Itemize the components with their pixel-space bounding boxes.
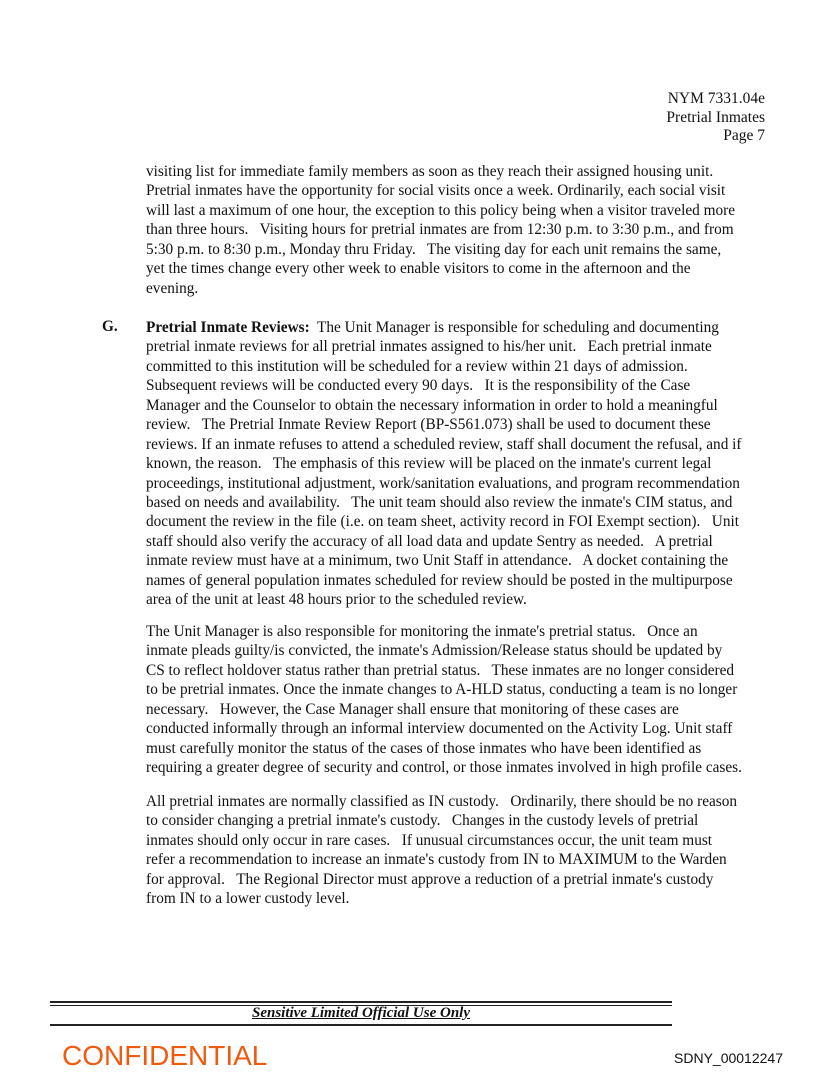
text-line: Manager and the Counselor to obtain the necessary information in order to hold a meaningful — [146, 396, 718, 414]
text-line: committed to this institution will be scheduled for a review within 21 days of admission. — [146, 357, 688, 375]
footer-rule-bottom — [50, 1024, 672, 1026]
text-line: for approval. The Regional Director must approve a reduction of a pretrial inmate's custody — [146, 870, 714, 888]
text-line: area of the unit at least 48 hours prior to the scheduled review. — [146, 591, 527, 609]
text-line: to consider changing a pretrial inmate's custody. Changes in the custody levels of pretrial — [146, 812, 699, 830]
page-header — [666, 90, 765, 146]
text-line: All pretrial inmates are normally classified as IN custody. Ordinarily, there should be no reason — [146, 793, 738, 810]
bates-number: SDNY_00012247 — [674, 1050, 783, 1066]
text-line: reviews. If an inmate refuses to attend a scheduled review, staff shall document the refusal, and if — [146, 435, 742, 453]
text-line: staff should also verify the accuracy of all load data and update Sentry as needed. A pretrial — [146, 532, 713, 550]
text-line: The Unit Manager is responsible for scheduling and documenting — [309, 319, 719, 336]
paragraph-visiting — [146, 162, 735, 298]
text-line: inmates should only occur in rare cases. If unusual circumstances occur, the unit team must — [146, 831, 713, 849]
text-line: evening. — [146, 279, 199, 297]
paragraph-custody — [146, 792, 737, 909]
text-line: yet the times change every other week to enable visitors to come in the afternoon and the — [146, 260, 691, 278]
text-line: document the review in the file (i.e. on team sheet, activity record in FOI Exempt section). Unit — [146, 513, 740, 531]
classification-label: Sensitive Limited Official Use Only — [251, 1005, 471, 1021]
text-line: must carefully monitor the status of the cases of those inmates who have been identified as — [146, 739, 702, 757]
text-line: CS to reflect holdover status rather than pretrial status. These inmates are no longer considered — [146, 661, 735, 679]
page-number: Page 7 — [723, 127, 765, 144]
paragraph-pretrial-status — [146, 622, 742, 778]
text-line: visiting list for immediate family members as soon as they reach their assigned housing unit. — [146, 163, 714, 180]
text-line: Pretrial inmates have the opportunity for social visits once a week. Ordinarily, each social visit — [146, 182, 726, 200]
text-line: conducted informally through an informal interview documented on the Activity Log. Unit staff — [146, 720, 733, 738]
text-line: known, the reason. The emphasis of this review will be placed on the inmate's current legal — [146, 455, 712, 473]
paragraph-pretrial-reviews — [146, 318, 742, 610]
text-line: Subsequent reviews will be conducted every 90 days. It is the responsibility of the Case — [146, 377, 691, 395]
doc-title: Pretrial Inmates — [666, 108, 765, 126]
text-line: from IN to a lower custody level. — [146, 890, 350, 908]
confidential-stamp: CONFIDENTIAL — [62, 1040, 268, 1071]
text-line: refer a recommendation to increase an inmate's custody from IN to MAXIMUM to the Warden — [146, 851, 727, 869]
text-line: inmate review must have at a minimum, two Unit Staff in attendance. A docket containing the — [146, 552, 729, 570]
text-line: requiring a greater degree of security and control, or those inmates involved in high profile cases. — [146, 759, 742, 777]
text-line: necessary. However, the Case Manager shall ensure that monitoring of these cases are — [146, 700, 679, 718]
text-line: 5:30 p.m. to 8:30 p.m., Monday thru Friday. The visiting day for each unit remains the same, — [146, 240, 722, 258]
text-line: pretrial inmate reviews for all pretrial inmates assigned to his/her unit. Each pretrial inmate — [146, 338, 712, 356]
text-line: inmate pleads guilty/is convicted, the inmate's Admission/Release status should be updated by — [146, 642, 723, 660]
text-line: based on needs and availability. The unit team should also review the inmate's CIM status, and — [146, 493, 733, 511]
text-line: proceedings, institutional adjustment, work/sanitation evaluations, and program recommendation — [146, 474, 740, 492]
text-line: The Unit Manager is also responsible for monitoring the inmate's pretrial status. Once an — [146, 623, 698, 640]
section-letter: G. — [102, 318, 118, 335]
text-line: than three hours. Visiting hours for pretrial inmates are from 12:30 p.m. to 3:30 p.m., and from — [146, 221, 734, 239]
doc-number: NYM 7331.04e — [667, 90, 765, 107]
footer-rule-top — [50, 1001, 672, 1003]
text-line: will last a maximum of one hour, the exception to this policy being when a visitor traveled more — [146, 201, 736, 219]
text-line: names of general population inmates scheduled for review should be posted in the multipurpose — [146, 571, 733, 589]
text-line: review. The Pretrial Inmate Review Report (BP-S561.073) shall be used to document these — [146, 416, 711, 434]
text-line: to be pretrial inmates. Once the inmate changes to A-HLD status, conducting a team is no longer — [146, 681, 738, 699]
section-heading: Pretrial Inmate Reviews: — [146, 319, 310, 336]
